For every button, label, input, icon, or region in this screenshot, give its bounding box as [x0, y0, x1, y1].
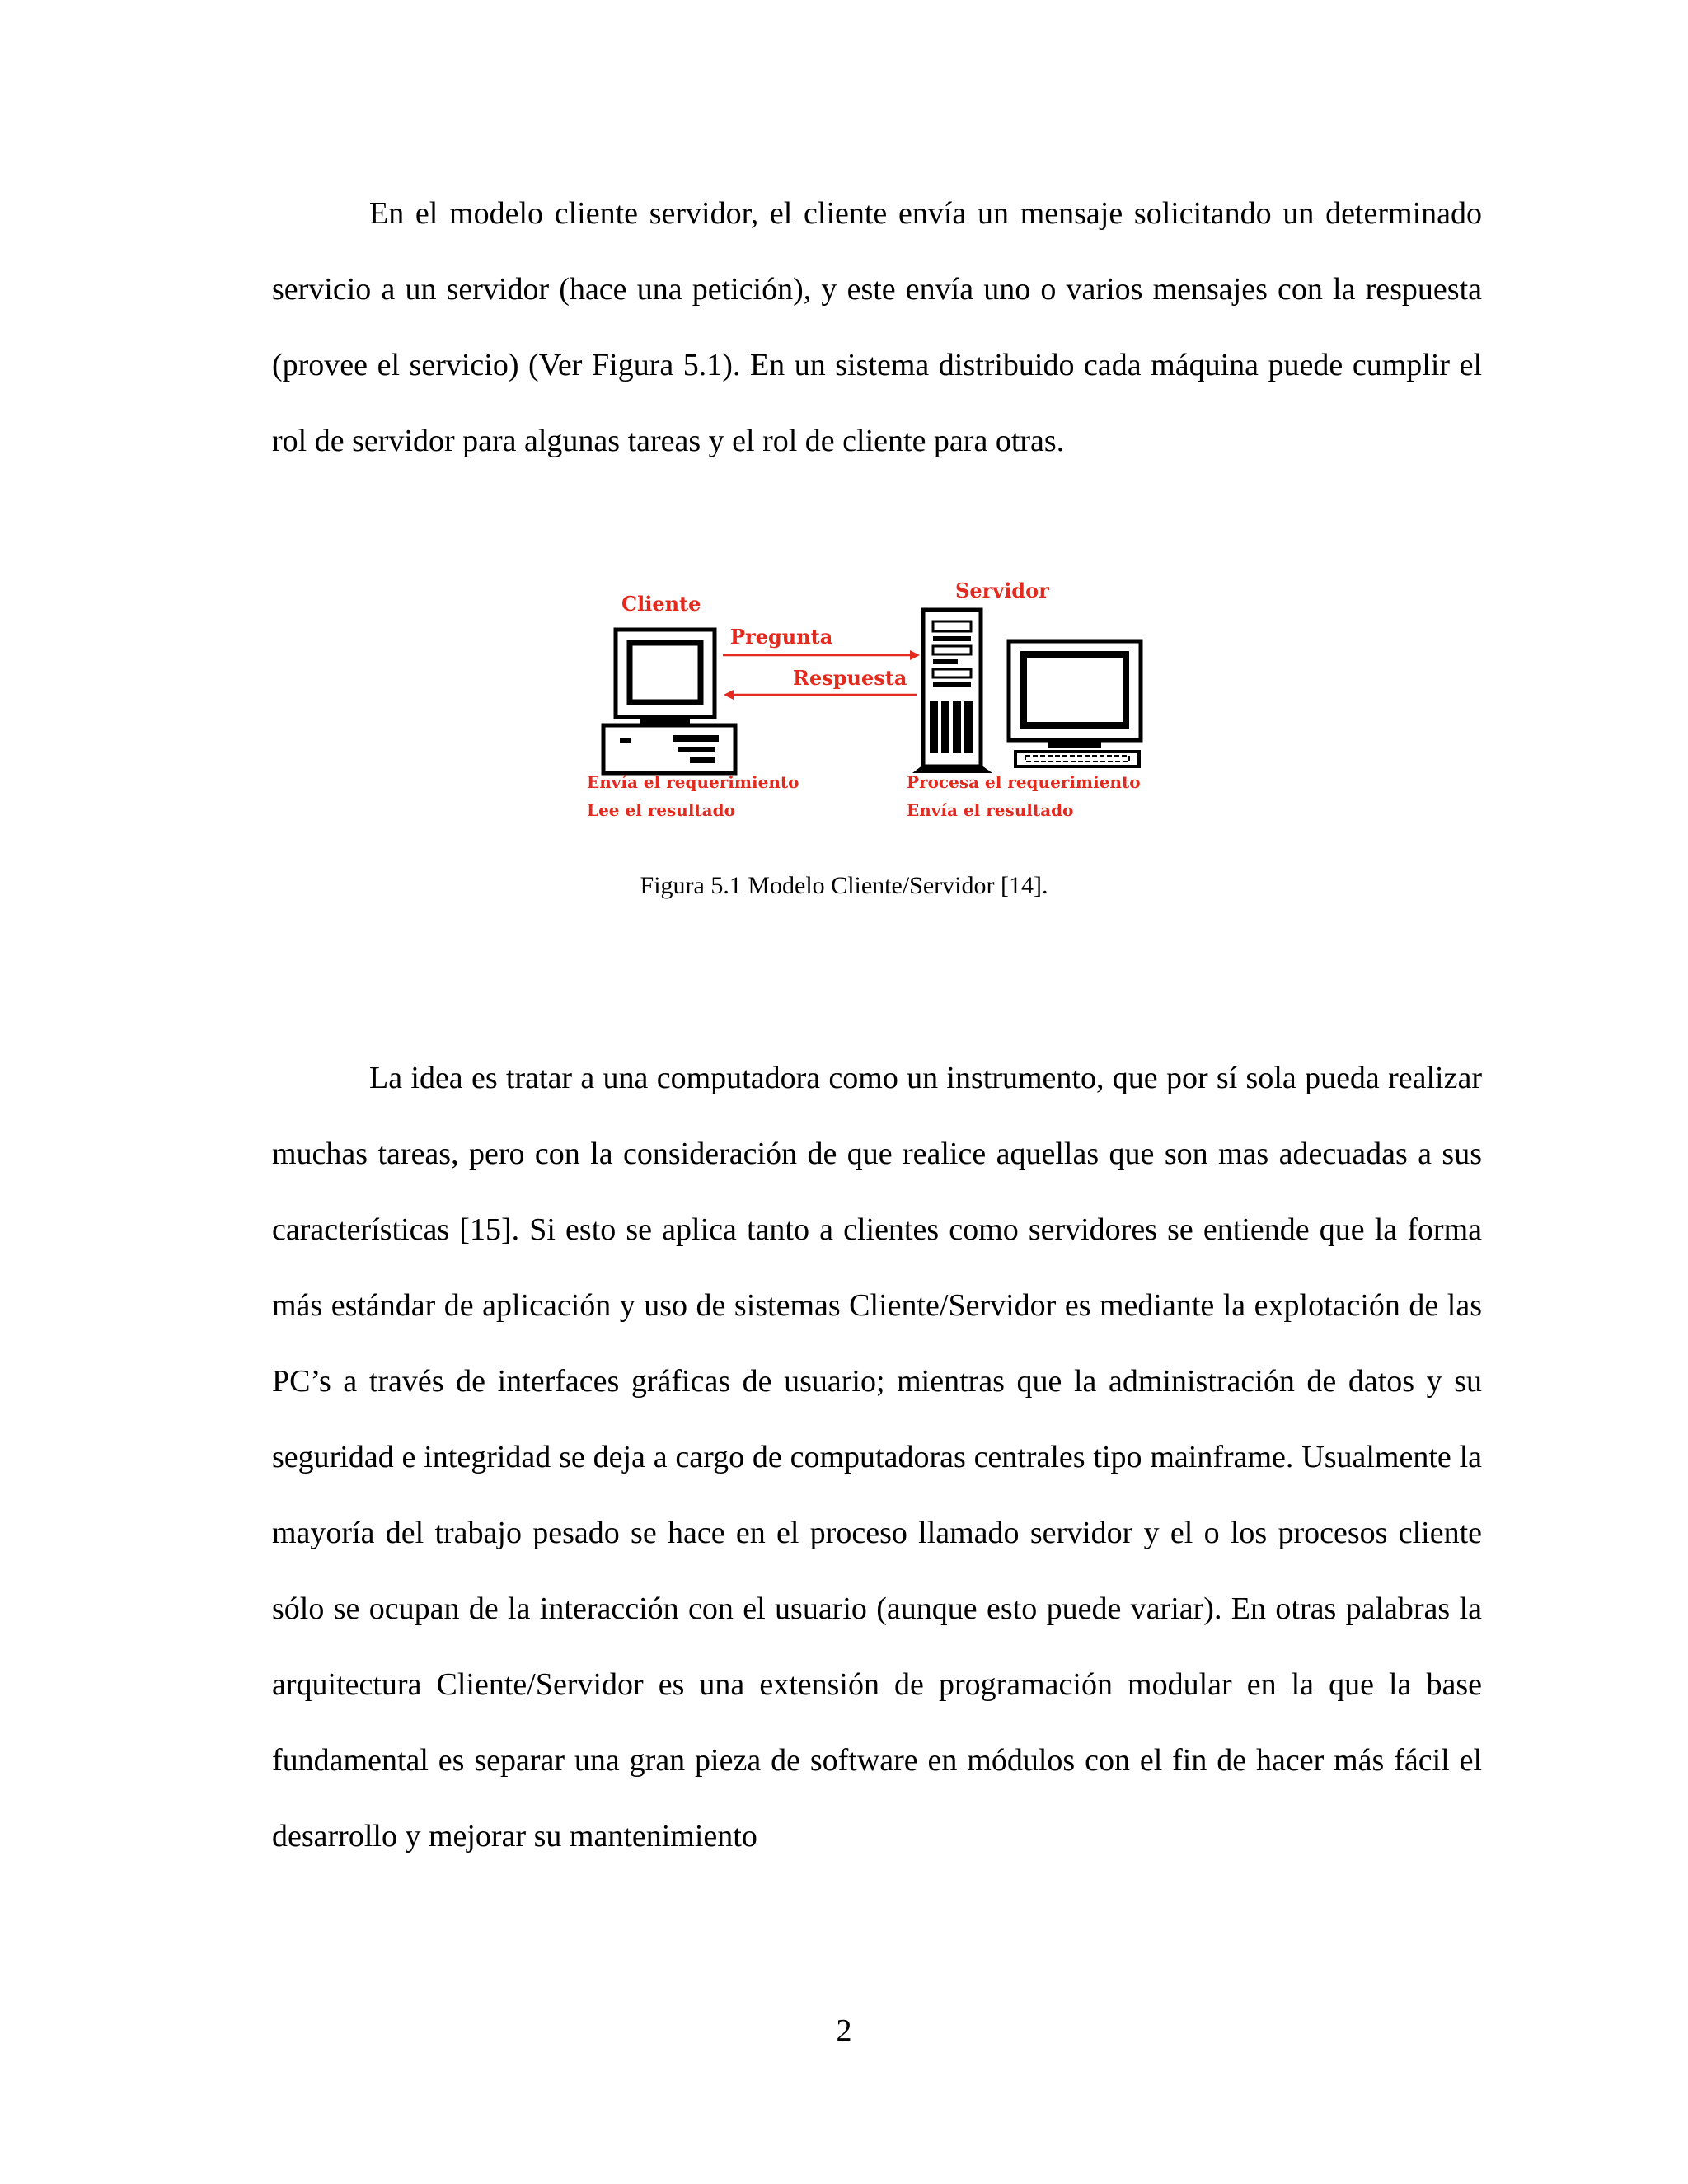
response-label: Respuesta: [793, 666, 907, 690]
server-tower-icon: [912, 610, 992, 773]
client-action-read: Lee el resultado: [587, 800, 735, 820]
client-computer-icon: [603, 630, 735, 773]
server-action-process: Procesa el requerimiento: [907, 772, 1141, 792]
paragraph-2: La idea es tratar a una computadora como un instrumento, que por sí sola pueda realizar muchas tareas, pero con la consideración de que realice aquellas que son mas adecuadas a sus características [15]. Si esto se aplica tanto a clientes como servidores se entiende que la forma más estándar de aplicación y uso de sistemas Cliente/Servidor es mediante la explotación de las PC’s a través de interfaces gráficas de usuario; mientras que la administración de datos y su seguridad e integridad se deja a cargo de computadoras centrales tipo mainframe. Usualmente la mayoría del trabajo pesado se hace en el proceso llamado servidor y el o los procesos cliente sólo se ocupan de la interacción con el usuario (aunque esto puede variar). En otras palabras la arquitectura Cliente/Servidor es una extensión de programación modular en la que la base fundamental es separar una gran pieza de software en módulos con el fin de hacer más fácil el desarrollo y mejorar su mantenimiento: [272, 1061, 1482, 1854]
page-number: 2: [836, 2013, 852, 2048]
server-monitor-icon: [1009, 641, 1141, 766]
server-label: Servidor: [955, 579, 1049, 602]
client-label: Cliente: [621, 592, 701, 616]
request-arrow: [723, 650, 920, 660]
paragraph-1: En el modelo cliente servidor, el cliente envía un mensaje solicitando un determinado servicio a un servidor (hace una petición), y este envía uno o varios mensajes con la respuesta (provee el servicio) (Ver Figura 5.1). En un sistema distribuido cada máquina puede cumplir el rol de servidor para algunas tareas y el rol de cliente para otras.: [272, 196, 1482, 458]
response-arrow: [724, 690, 917, 700]
request-label: Pregunta: [730, 625, 833, 649]
figure-caption: Figura 5.1 Modelo Cliente/Servidor [14].: [640, 872, 1048, 899]
client-server-figure: [587, 577, 1164, 841]
server-action-send: Envía el resultado: [907, 800, 1074, 820]
client-action-send: Envía el requerimiento: [587, 772, 799, 792]
